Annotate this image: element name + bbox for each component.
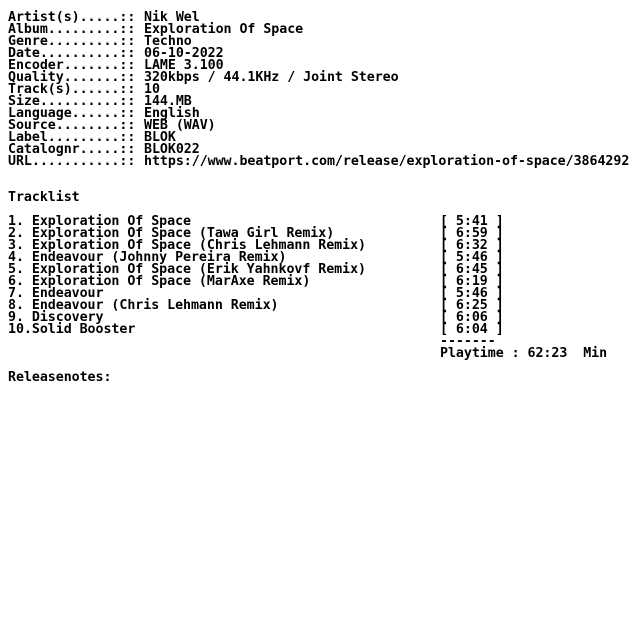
track-title: 9. Discovery (8, 310, 104, 325)
playtime-row (8, 348, 629, 360)
info-key: Date..........:: (8, 46, 144, 61)
track-title: 6. Exploration Of Space (MarAxe Remix) (8, 274, 311, 289)
info-row-url (8, 156, 629, 168)
info-value: LAME 3.100 (144, 58, 224, 73)
info-value: 144.MB (144, 94, 192, 109)
track-time: [ 6:06 ] (440, 310, 504, 325)
track-title: 5. Exploration Of Space (Erik Yahnkovf Remix) (8, 262, 366, 277)
info-value: Techno (144, 34, 192, 49)
info-key: Language......:: (8, 106, 144, 121)
track-time: [ 5:46 ] (440, 286, 504, 301)
track-title: 8. Endeavour (Chris Lehmann Remix) (8, 298, 279, 313)
info-value-url: https://www.beatport.com/release/exploration-of-space/3864292 (144, 154, 630, 169)
track-title: 7. Endeavour (8, 286, 104, 301)
info-key: Quality.......:: (8, 70, 144, 85)
releasenotes-heading: Releasenotes: (8, 370, 112, 385)
nfo-text-block (8, 12, 629, 384)
info-value: BLOK (144, 130, 176, 145)
track-time: [ 6:19 ] (440, 274, 504, 289)
info-key: Encoder.......:: (8, 58, 144, 73)
track-time: [ 5:46 ] (440, 250, 504, 265)
info-key: Track(s)......:: (8, 82, 144, 97)
track-time: [ 6:25 ] (440, 298, 504, 313)
info-value: Exploration Of Space (144, 22, 304, 37)
info-value: English (144, 106, 200, 121)
info-key: URL...........:: (8, 154, 144, 169)
info-key: Genre.........:: (8, 34, 144, 49)
track-title: 1. Exploration Of Space (8, 214, 191, 229)
track-time: [ 5:41 ] (440, 214, 504, 229)
blank-line (8, 168, 629, 180)
info-key: Artist(s).....:: (8, 10, 144, 25)
info-value: 320kbps / 44.1KHz / Joint Stereo (144, 70, 399, 85)
info-value: 10 (144, 82, 160, 97)
playtime: Playtime : 62:23 Min (440, 346, 608, 361)
track-time: [ 6:45 ] (440, 262, 504, 277)
info-value: WEB (WAV) (144, 118, 216, 133)
track-title: 3. Exploration Of Space (Chris Lehmann Remix) (8, 238, 366, 253)
track-time: [ 6:04 ] (440, 322, 504, 337)
track-time: [ 6:59 ] (440, 226, 504, 241)
info-value: BLOK022 (144, 142, 200, 157)
info-key: Size..........:: (8, 94, 144, 109)
info-key: Source........:: (8, 118, 144, 133)
info-value: Nik Wel (144, 10, 200, 25)
track-title: 4. Endeavour (Johnny Pereira Remix) (8, 250, 287, 265)
separator: ------- (440, 334, 496, 349)
info-key: Label.........:: (8, 130, 144, 145)
info-key: Album.........:: (8, 22, 144, 37)
info-key: Catalognr.....:: (8, 142, 144, 157)
blank-line (8, 180, 629, 192)
info-value: 06-10-2022 (144, 46, 224, 61)
tracklist-heading: Tracklist (8, 190, 80, 205)
track-title: 2. Exploration Of Space (Tawa Girl Remix) (8, 226, 335, 241)
track-title: 10.Solid Booster (8, 322, 136, 337)
track-time: [ 6:32 ] (440, 238, 504, 253)
track-row (8, 324, 629, 336)
